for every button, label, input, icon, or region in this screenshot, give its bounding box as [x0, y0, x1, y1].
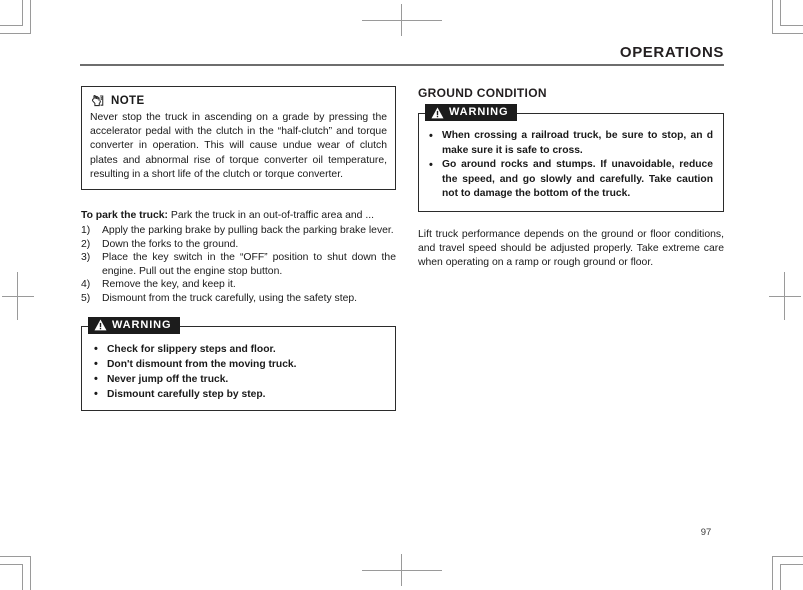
note-box	[81, 86, 396, 190]
warning-banner	[88, 317, 180, 334]
list-item	[94, 387, 385, 402]
crop-mark-top-left	[0, 0, 42, 42]
warning-item-list	[94, 342, 385, 403]
right-column	[418, 86, 724, 270]
warning-triangle-icon	[94, 319, 107, 331]
registration-mark-top-center	[362, 4, 442, 36]
bullet-marker: •	[94, 357, 98, 370]
note-hand-icon	[90, 93, 105, 108]
bullet-marker: •	[94, 372, 98, 385]
warning-banner	[425, 104, 517, 121]
bullet-marker: •	[94, 342, 98, 355]
page-number: 97	[700, 527, 712, 538]
step-number: 4)	[81, 279, 91, 291]
left-column	[81, 86, 396, 411]
warning-item-text: Check for slippery steps and floor.	[107, 343, 276, 355]
list-item	[94, 342, 385, 357]
step-text: Place the key switch in the “OFF” position to shut down the engine. Pull out the engine stop button.	[102, 252, 396, 277]
header-rule	[80, 64, 724, 66]
step-text: Down the forks to the ground.	[102, 238, 239, 250]
warning-item-text: When crossing a railroad truck, be sure to stop, an d make sure it is safe to cross.	[442, 130, 713, 156]
park-truck-procedure	[81, 209, 396, 306]
procedure-intro	[81, 209, 396, 223]
list-item	[429, 158, 713, 202]
bullet-marker: •	[429, 159, 433, 171]
note-title: NOTE	[111, 94, 145, 107]
registration-mark-bottom-center	[362, 554, 442, 586]
warning-triangle-icon	[431, 107, 444, 119]
warning-item-text: Don't dismount from the moving truck.	[107, 358, 297, 370]
step-text: Apply the parking brake by pulling back the parking brake lever.	[102, 225, 394, 237]
warning-item-text: Go around rocks and stumps. If unavoidable, reduce the speed, and go slowly and carefully. Take caution not to damage the bottom of the truck.	[442, 159, 713, 199]
warning-item-text: Never jump off the truck.	[107, 373, 229, 385]
section-heading-ground-condition: GROUND CONDITION	[418, 86, 547, 100]
note-header	[90, 93, 387, 108]
crop-mark-bottom-right	[761, 548, 803, 590]
warning-box-ground-condition	[418, 106, 724, 212]
step-text: Dismount from the truck carefully, using the safety step.	[102, 292, 358, 304]
list-item	[94, 372, 385, 387]
procedure-intro-rest: Park the truck in an out-of-traffic area and ...	[168, 210, 374, 222]
list-item	[94, 357, 385, 372]
bullet-marker: •	[429, 130, 433, 142]
warning-item-text: Dismount carefully step by step.	[107, 389, 266, 401]
warning-item-list	[429, 129, 713, 202]
procedure-step-list	[81, 224, 396, 306]
list-item	[81, 292, 396, 306]
warning-box-dismount	[81, 318, 396, 412]
note-body: Never stop the truck in ascending on a grade by pressing the accelerator pedal with the clutch in the “half-clutch” and torque converter in operation. This will cause undue wear of clutch plates and abnormal rise of torque converter oil temperature, resulting in a short life of the clutch or torque converter.	[90, 112, 387, 180]
step-text: Remove the key, and keep it.	[102, 279, 236, 291]
procedure-intro-bold: To park the truck:	[81, 210, 168, 222]
page-title: OPERATIONS	[619, 44, 724, 61]
list-item	[81, 278, 396, 292]
list-item	[429, 129, 713, 158]
registration-mark-left-center	[2, 272, 34, 320]
list-item	[81, 238, 396, 252]
step-number: 1)	[81, 225, 91, 237]
ground-condition-paragraph: Lift truck performance depends on the ground or floor conditions, and travel speed should be adjusted properly. Take extreme care when operating on a ramp or rough ground or floor.	[418, 228, 724, 268]
step-number: 3)	[81, 252, 91, 264]
page-header	[80, 44, 724, 66]
list-item	[81, 224, 396, 238]
list-item	[81, 251, 396, 278]
step-number: 2)	[81, 238, 91, 250]
registration-mark-right-center	[769, 272, 801, 320]
warning-label: WARNING	[449, 106, 509, 118]
warning-label: WARNING	[112, 318, 172, 331]
step-number: 5)	[81, 292, 91, 304]
crop-mark-top-right	[761, 0, 803, 42]
crop-mark-bottom-left	[0, 548, 42, 590]
bullet-marker: •	[94, 388, 98, 401]
left-warning-wrapper	[81, 318, 396, 412]
